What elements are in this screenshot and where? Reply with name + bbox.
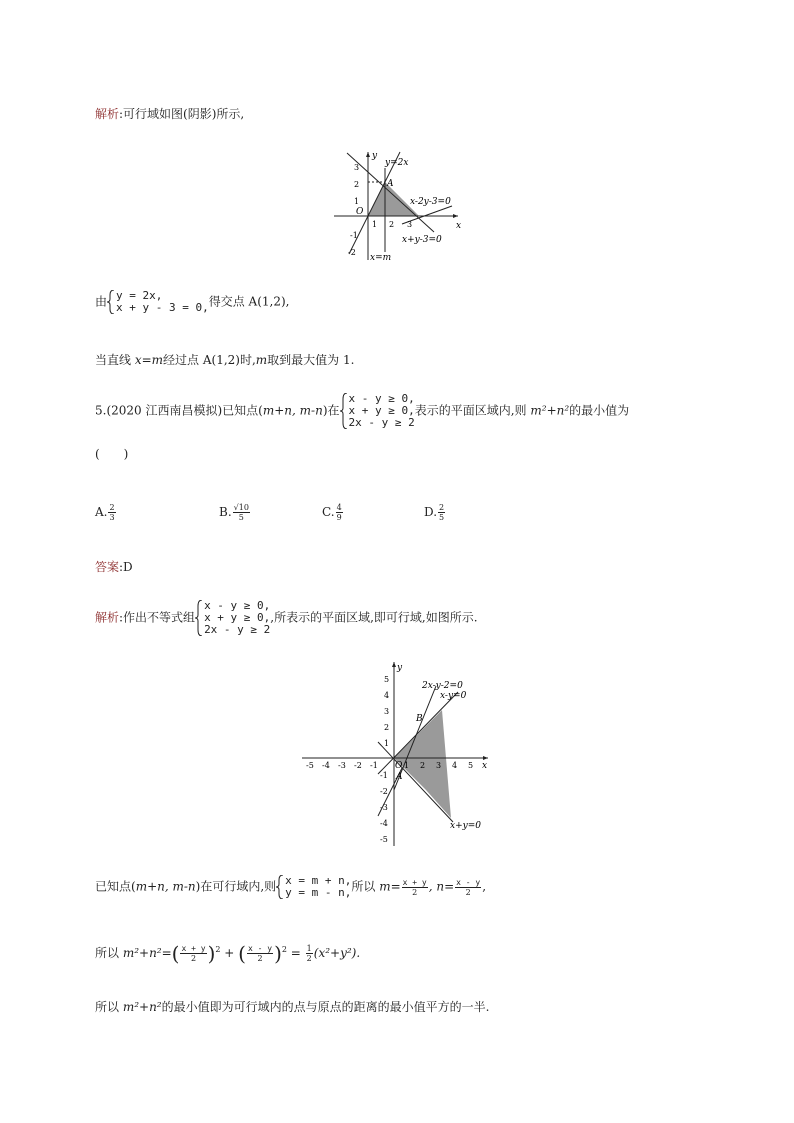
fig2-tick-x: -4 [322, 761, 330, 770]
s3-text-a: 当直线 [95, 353, 135, 367]
option-b-num: √10 [233, 503, 249, 512]
s5-m-den: 2 [412, 887, 418, 897]
s5-m-frac [402, 878, 428, 897]
fig2-label-x-plus-y: x+y=0 [450, 821, 481, 831]
fig2-tick-x: -3 [338, 761, 346, 770]
fig1-label-x2y3: x-2y-3=0 [410, 197, 451, 207]
max-value-line [95, 352, 354, 368]
s4-text-b: ,所表示的平面区域,即可行域,如图所示. [270, 610, 478, 625]
s6-f2-den: 2 [257, 954, 263, 963]
s5-n-frac [455, 878, 481, 897]
option-a-letter: A. [95, 505, 108, 519]
q5-tail2: 的最小值为 [569, 403, 630, 418]
option-a[interactable] [95, 503, 117, 522]
system-3-ineq1: x - y ≥ 0, [204, 599, 271, 612]
q5-tail: 表示的平面区域内,则 [414, 403, 531, 418]
answer-label: 答案 [95, 560, 120, 574]
fig2-tick-y: -2 [380, 787, 388, 796]
s7-text-b: 的最小值即为可行域内的点与原点的距离的最小值平方的一半. [161, 1000, 490, 1014]
fig1-point-a: A [387, 179, 394, 189]
s7-text-a: 所以 [95, 1000, 123, 1014]
q5-number: 5. [95, 403, 107, 418]
fig2-tick-x: 4 [452, 761, 458, 770]
q5-point: m+n, m-n [262, 403, 323, 418]
option-d[interactable] [424, 503, 446, 522]
s2-prefix: 由 [95, 294, 108, 309]
option-c[interactable] [322, 503, 344, 522]
s6-text-a: 所以 [95, 946, 123, 960]
option-b-frac [233, 503, 250, 522]
fig1-tick-x: 3 [407, 220, 413, 229]
option-c-num: 4 [336, 503, 342, 512]
fig2-tick-y: 2 [384, 723, 390, 732]
figure-1 [330, 148, 470, 264]
fig2-tick-y: 5 [384, 675, 390, 684]
fig2-tick-x: -2 [354, 761, 362, 770]
expression-line: 所以 m²+n²=( $\frac{x + y}{2}$ )$^2$ + ( $\frac{x - y}{2}$ )$^2$ = $\frac{1}{2}$ (x²+y²). [95, 941, 361, 966]
s5-m-eq: m= [379, 879, 401, 894]
fig2-point-b: B [416, 714, 423, 724]
s7-expr: m²+n² [122, 1000, 162, 1014]
s3-var1: x=m [134, 353, 164, 367]
s6-f1-num: x + y [181, 944, 206, 953]
fig2-tick-y: 1 [384, 739, 390, 748]
fig1-tick-y: -1 [350, 231, 358, 240]
option-a-den: 3 [109, 513, 115, 522]
system-1 [107, 290, 209, 314]
fig1-label-xm: x=m [370, 253, 392, 263]
system-4-eq1: x = m + n, [285, 874, 352, 887]
fig1-tick-x: 2 [389, 220, 395, 229]
system-1-eq1: y = 2x, [116, 289, 163, 302]
analysis-label: 解析 [95, 107, 120, 121]
system-2-ineq1: x - y ≥ 0, [348, 392, 415, 405]
s6-half [306, 944, 313, 963]
s5-text-b: )在可行域内,则 [195, 879, 277, 894]
s6-f1-den: 2 [190, 954, 197, 963]
fig1-y-label: y [372, 151, 378, 161]
system-3-ineq2: x + y ≥ 0, [204, 611, 271, 624]
s5-end: , [482, 879, 487, 894]
s5-point: m+n, m-n [135, 879, 196, 894]
s6-half-num: 1 [306, 944, 312, 953]
fig2-tick-x: -1 [370, 761, 378, 770]
fig1-label-xy3: x+y-3=0 [402, 235, 442, 245]
option-d-letter: D. [424, 505, 438, 519]
q5-source: (2020 江西南昌模拟)已知点( [106, 403, 263, 418]
fig2-origin: O [395, 761, 403, 771]
q5-in: )在 [322, 403, 340, 418]
s5-text-a: 已知点( [95, 879, 136, 894]
s6-eq: = [286, 946, 305, 960]
option-c-letter: C. [322, 505, 335, 519]
analysis-label-2: 解析 [95, 610, 120, 625]
fig2-tick-x: -5 [306, 761, 314, 770]
q5-expr: m²+n² [530, 403, 570, 418]
question-5 [95, 393, 629, 429]
fig1-x-label: x [456, 221, 462, 231]
s4-text-a: :作出不等式组 [119, 610, 196, 625]
figure-2 [298, 658, 494, 848]
fig2-tick-y: 3 [384, 707, 390, 716]
fig2-tick-y: -3 [380, 803, 388, 812]
fig2-label-2xy2: 2x-y-2=0 [422, 681, 463, 691]
system-3-ineq3: 2x - y ≥ 2 [204, 623, 271, 636]
fig1-tick-x: 1 [372, 220, 378, 229]
conclusion-line [95, 999, 489, 1015]
fig2-tick-x: 2 [420, 761, 426, 770]
s5-n-den: 2 [465, 887, 471, 897]
option-a-frac [108, 503, 115, 522]
fig2-y-label: y [397, 663, 403, 673]
option-c-den: 9 [336, 513, 342, 522]
s3-var2: m [255, 353, 268, 367]
system-1-eq2: x + y - 3 = 0, [116, 301, 209, 314]
answer-line [95, 559, 133, 575]
option-b-den: 5 [238, 513, 244, 522]
system-2-ineq3: 2x - y ≥ 2 [348, 416, 415, 429]
s6-frac-2 [247, 944, 273, 963]
analysis-line-1 [95, 106, 244, 122]
system-4-eq2: y = m - n, [285, 886, 352, 899]
fig2-tick-x: 1 [404, 761, 410, 770]
s3-text-b: 经过点 A(1,2)时, [163, 353, 256, 367]
fig1-tick-y: -2 [348, 248, 356, 257]
system-2-ineq2: x + y ≥ 0, [348, 404, 415, 417]
substitution-line [95, 875, 486, 899]
option-b[interactable] [219, 503, 251, 522]
fig1-label-y2x: y=2x [385, 158, 409, 168]
s6-expr: m²+n²= [122, 946, 172, 960]
s6-f2-num: x - y [247, 944, 273, 953]
fig2-x-label: x [482, 761, 488, 771]
s3-text-c: 取到最大值为 1. [267, 353, 355, 367]
fig1-tick-y: 2 [354, 180, 360, 189]
fig2-tick-y: -4 [380, 819, 388, 828]
option-b-letter: B. [219, 505, 232, 519]
s5-m-num: x + y [402, 877, 427, 887]
s6-rest: (x²+y²). [313, 946, 361, 960]
fig1-origin: O [356, 207, 364, 217]
s5-n-eq: , n= [428, 879, 455, 894]
answer-blank: ( ) [95, 447, 129, 461]
option-c-frac [336, 503, 343, 522]
system-3 [195, 600, 270, 636]
system-2 [340, 393, 415, 429]
option-a-num: 2 [109, 503, 115, 512]
fig2-tick-x: 3 [436, 761, 442, 770]
s6-plus: + [220, 946, 239, 960]
fig2-point-a: A [396, 772, 403, 782]
answer-value: :D [119, 560, 133, 574]
system-4 [276, 875, 351, 899]
fig2-tick-y: -1 [380, 771, 388, 780]
analysis-line-2 [95, 600, 478, 636]
analysis-text: :可行域如图(阴影)所示, [119, 107, 245, 121]
s6-half-den: 2 [306, 954, 312, 963]
fig1-tick-y: 3 [354, 163, 360, 172]
s2-suffix: 得交点 A(1,2), [208, 294, 290, 309]
fig2-label-xy: x-y=0 [440, 691, 467, 701]
fig2-tick-x: 5 [468, 761, 474, 770]
option-d-den: 5 [439, 513, 445, 522]
s5-text-c: 所以 [351, 879, 380, 894]
fig2-tick-y: -5 [380, 835, 388, 844]
s5-n-num: x - y [456, 877, 481, 887]
option-d-num: 2 [439, 503, 445, 512]
s6-frac-1 [180, 944, 206, 963]
option-d-frac [438, 503, 445, 522]
fig2-tick-y: 4 [384, 691, 390, 700]
fig1-tick-y: 1 [354, 197, 360, 206]
intersection-line [95, 290, 289, 314]
